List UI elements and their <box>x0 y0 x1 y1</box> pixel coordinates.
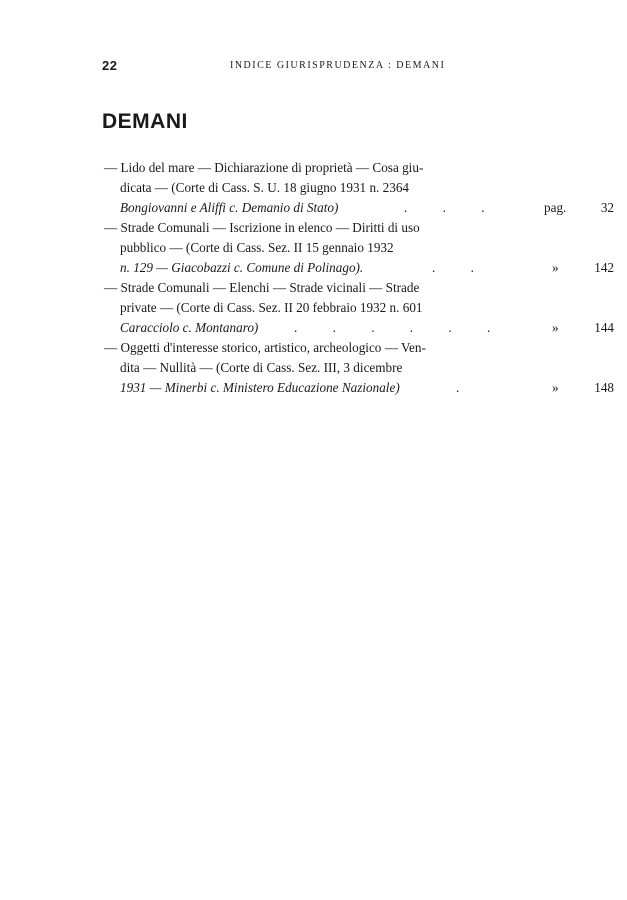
entry-line <box>104 338 536 358</box>
entry-text: n. 129 — Giacobazzi c. Comune di Polinago). <box>120 260 364 275</box>
index-entries <box>104 158 614 398</box>
page-number: 22 <box>102 58 118 73</box>
entry-text: — Lido del mare — Dichiarazione di proprietà — Cosa giu- <box>104 160 424 175</box>
ref-page: 148 <box>594 380 614 395</box>
section-title: DEMANI <box>102 110 188 133</box>
entry-text: dita — Nullità — (Corte di Cass. Sez. III, 3 dicembre <box>120 360 403 375</box>
entry-line <box>104 378 614 398</box>
entry-line <box>104 258 614 278</box>
entry-text: Bongiovanni e Aliffi c. Demanio di Stato) <box>120 200 339 215</box>
index-entry <box>104 278 614 338</box>
entry-line <box>104 198 614 218</box>
entry-line <box>104 238 536 258</box>
entry-line <box>104 178 536 198</box>
entry-line <box>104 278 536 298</box>
entry-text: — Strade Comunali — Elenchi — Strade vicinali — Strade <box>104 280 420 295</box>
ref-page: 144 <box>594 320 614 335</box>
dot-leader: . . <box>432 260 490 275</box>
ref-mark: » <box>552 260 559 275</box>
ref-page: 142 <box>594 260 614 275</box>
dot-leader: . . . . . . <box>294 320 507 335</box>
running-head: INDICE GIURISPRUDENZA : DEMANI <box>230 60 446 71</box>
entry-text: private — (Corte di Cass. Sez. II 20 febbraio 1932 n. 601 <box>120 300 423 315</box>
entry-text: Caracciolo c. Montanaro) <box>120 320 259 335</box>
entry-line <box>104 318 614 338</box>
entry-text: — Strade Comunali — Iscrizione in elenco — Diritti di uso <box>104 220 420 235</box>
ref-mark: » <box>552 320 559 335</box>
ref-page: 32 <box>600 200 614 215</box>
index-entry <box>104 218 614 278</box>
entry-line <box>104 158 536 178</box>
entry-text: dicata — (Corte di Cass. S. U. 18 giugno 1931 n. 2364 <box>120 180 410 195</box>
entry-text: 1931 — Minerbi c. Ministero Educazione Nazionale) <box>120 380 400 395</box>
dot-leader: . . . <box>404 200 501 215</box>
index-entry <box>104 158 614 218</box>
entry-line <box>104 218 536 238</box>
index-entry <box>104 338 614 398</box>
entry-text: pubblico — (Corte di Cass. Sez. II 15 gennaio 1932 <box>120 240 394 255</box>
ref-mark: pag. <box>544 200 567 215</box>
entry-line <box>104 358 536 378</box>
entry-text: — Oggetti d'interesse storico, artistico, archeologico — Ven- <box>104 340 426 355</box>
ref-mark: » <box>552 380 559 395</box>
dot-leader: . <box>456 380 476 395</box>
entry-line <box>104 298 536 318</box>
